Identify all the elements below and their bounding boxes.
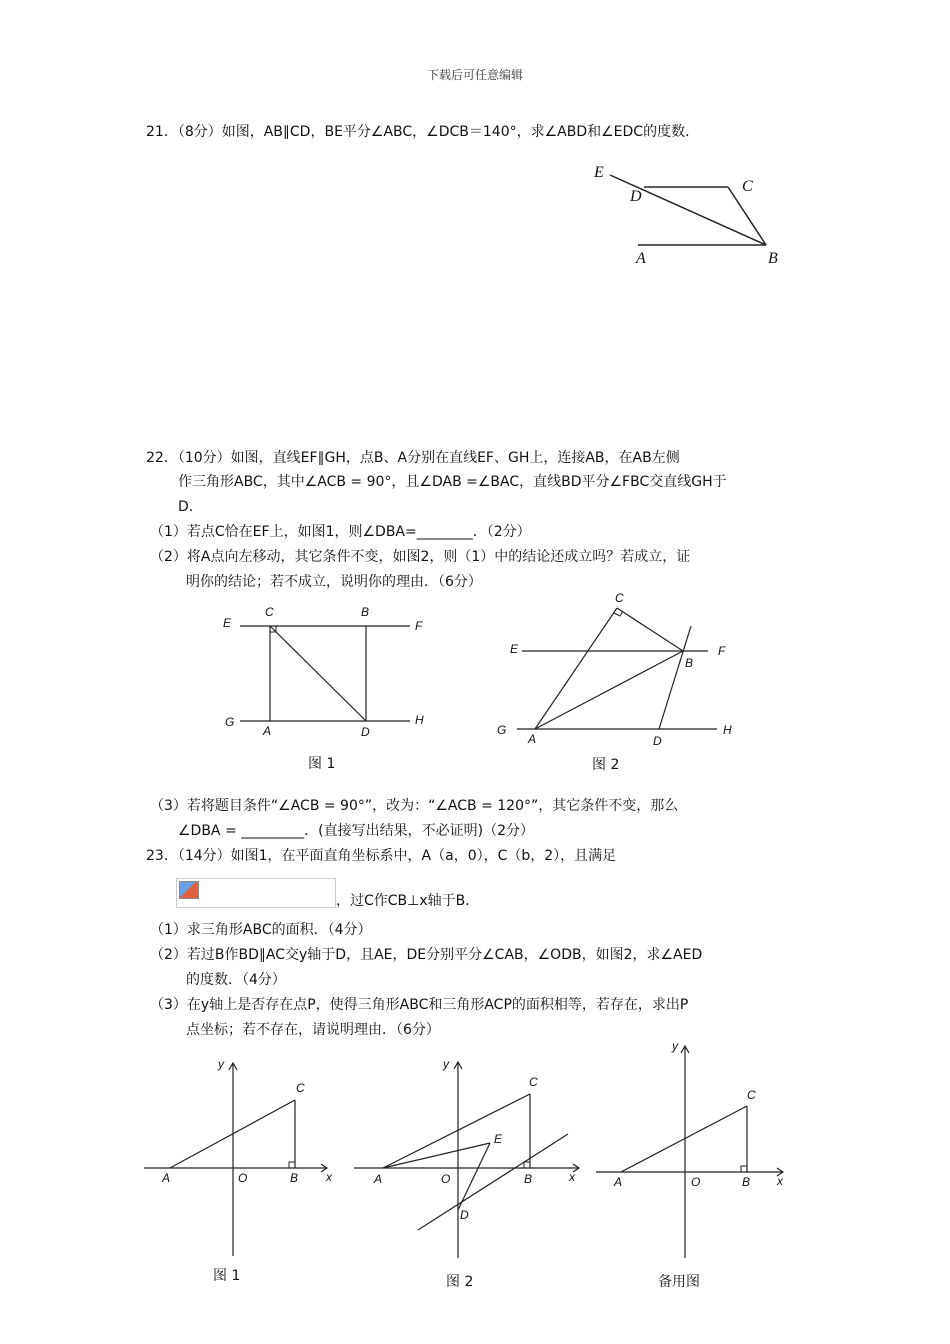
q23-part2-line1: （2）若过B作BD∥AC交y轴于D，且AE，DE分别平分∠CAB，∠ODB，如图2，求∠AED xyxy=(150,947,703,963)
q23-f3-label-b: B xyxy=(742,1175,751,1189)
q22-f2-label-d: D xyxy=(653,734,662,748)
q23-f2-label-b: B xyxy=(524,1172,533,1186)
q23-f2-label-c: C xyxy=(529,1075,538,1089)
q22-f1-label-a: A xyxy=(263,724,272,738)
q22-text-2: 作三角形ABC，其中∠ACB = 90°，且∠DAB =∠BAC，直线BD平分∠FBC交直线GH于 xyxy=(178,474,727,490)
q23-f3-label-a: A xyxy=(614,1175,623,1189)
broken-image-icon xyxy=(179,881,199,899)
q23-figure-2 xyxy=(350,1052,590,1264)
q23-f3-label-y: y xyxy=(672,1039,678,1053)
broken-image-placeholder xyxy=(176,878,336,908)
q23-f1-label-b: B xyxy=(290,1171,299,1185)
page-header: 下载后可任意编辑 xyxy=(426,68,523,82)
q23-f3-label-c: C xyxy=(747,1088,756,1102)
q22-f1-label-f: F xyxy=(415,619,423,633)
q23-figure-1-caption: 图 1 xyxy=(213,1268,241,1284)
q22-f2-label-b: B xyxy=(685,656,694,670)
q23-f2-label-x: x xyxy=(569,1170,575,1184)
q23-text-2: ，过C作CB⊥x轴于B． xyxy=(336,893,480,909)
q22-figure-1-caption: 图 1 xyxy=(308,756,336,772)
q21-label-a: A xyxy=(636,250,646,267)
q22-f2-label-f: F xyxy=(718,644,726,658)
q23-f2-label-y: y xyxy=(443,1057,449,1071)
q23-f1-label-a: A xyxy=(162,1171,171,1185)
q23-f1-label-o: O xyxy=(238,1171,248,1185)
q22-text-3: D． xyxy=(178,499,203,515)
q22-part1: （1）若点C恰在EF上，如图1，则∠DBA=________．（2分） xyxy=(150,524,531,540)
q23-f2-label-o: O xyxy=(441,1172,451,1186)
q21-figure xyxy=(580,155,800,275)
q22-f1-label-e: E xyxy=(223,616,232,630)
q22-f2-label-c: C xyxy=(615,591,624,605)
q23-f3-label-x: x xyxy=(777,1174,783,1188)
q22-f2-label-a: A xyxy=(528,732,537,746)
q22-f1-label-c: C xyxy=(265,605,274,619)
q23-f2-label-a: A xyxy=(374,1172,383,1186)
q23-f2-label-e: E xyxy=(494,1132,503,1146)
q21-label-d: D xyxy=(630,188,642,205)
q22-figure-1 xyxy=(215,600,435,745)
q22-text-1: 22．（10分）如图，直线EF∥GH，点B、A分别在直线EF、GH上，连接AB，在AB左侧 xyxy=(146,450,680,466)
q22-f2-label-g: G xyxy=(497,723,507,737)
q21-label-e: E xyxy=(594,164,604,181)
q23-part2-line2: 的度数．（4分） xyxy=(186,972,286,988)
q23-text-1: 23．（14分）如图1，在平面直角坐标系中，A（a，0），C（b，2），且满足 xyxy=(146,848,617,864)
q23-f1-label-x: x xyxy=(326,1170,332,1184)
q22-figure-2-caption: 图 2 xyxy=(592,757,620,773)
q22-f1-label-d: D xyxy=(361,725,370,739)
q21-label-c: C xyxy=(742,178,753,195)
q22-figure-2 xyxy=(495,588,745,753)
q23-part1: （1）求三角形ABC的面积．（4分） xyxy=(150,922,372,938)
q23-part3-line2: 点坐标；若不存在，请说明理由．（6分） xyxy=(186,1022,440,1038)
q22-part3-line1: （3）若将题目条件“∠ACB = 90°”，改为：“∠ACB = 120°”，其它条件不变，那么 xyxy=(150,798,679,814)
q23-f1-label-c: C xyxy=(296,1081,305,1095)
q22-part2-line1: （2）将A点向左移动，其它条件不变，如图2，则（1）中的结论还成立吗？若成立，证 xyxy=(150,549,691,565)
q21-text: 21．（8分）如图，AB∥CD，BE平分∠ABC，∠DCB＝140°，求∠ABD和∠EDC的度数． xyxy=(146,124,700,140)
q23-f3-label-o: O xyxy=(691,1175,701,1189)
q22-f1-label-b: B xyxy=(361,605,370,619)
q22-part3-line2: ∠DBA = _________．(直接写出结果，不必证明)（2分） xyxy=(178,823,534,839)
q23-figure-1 xyxy=(140,1052,340,1262)
q21-label-b: B xyxy=(768,250,778,267)
q23-figure-2-caption: 图 2 xyxy=(446,1274,474,1290)
q22-f2-label-h: H xyxy=(723,723,732,737)
q22-part2-line2: 明你的结论；若不成立，说明你的理由．（6分） xyxy=(186,574,482,590)
q22-f1-label-g: G xyxy=(225,715,235,729)
q23-figure-spare xyxy=(592,1036,792,1262)
q23-part3-line1: （3）在y轴上是否存在点P，使得三角形ABC和三角形ACP的面积相等，若存在，求出P xyxy=(150,997,689,1013)
q22-f2-label-e: E xyxy=(510,642,519,656)
q23-f2-label-d: D xyxy=(460,1208,469,1222)
q22-f1-label-h: H xyxy=(415,713,424,727)
q23-figure-spare-caption: 备用图 xyxy=(658,1274,700,1290)
q23-f1-label-y: y xyxy=(218,1057,224,1071)
